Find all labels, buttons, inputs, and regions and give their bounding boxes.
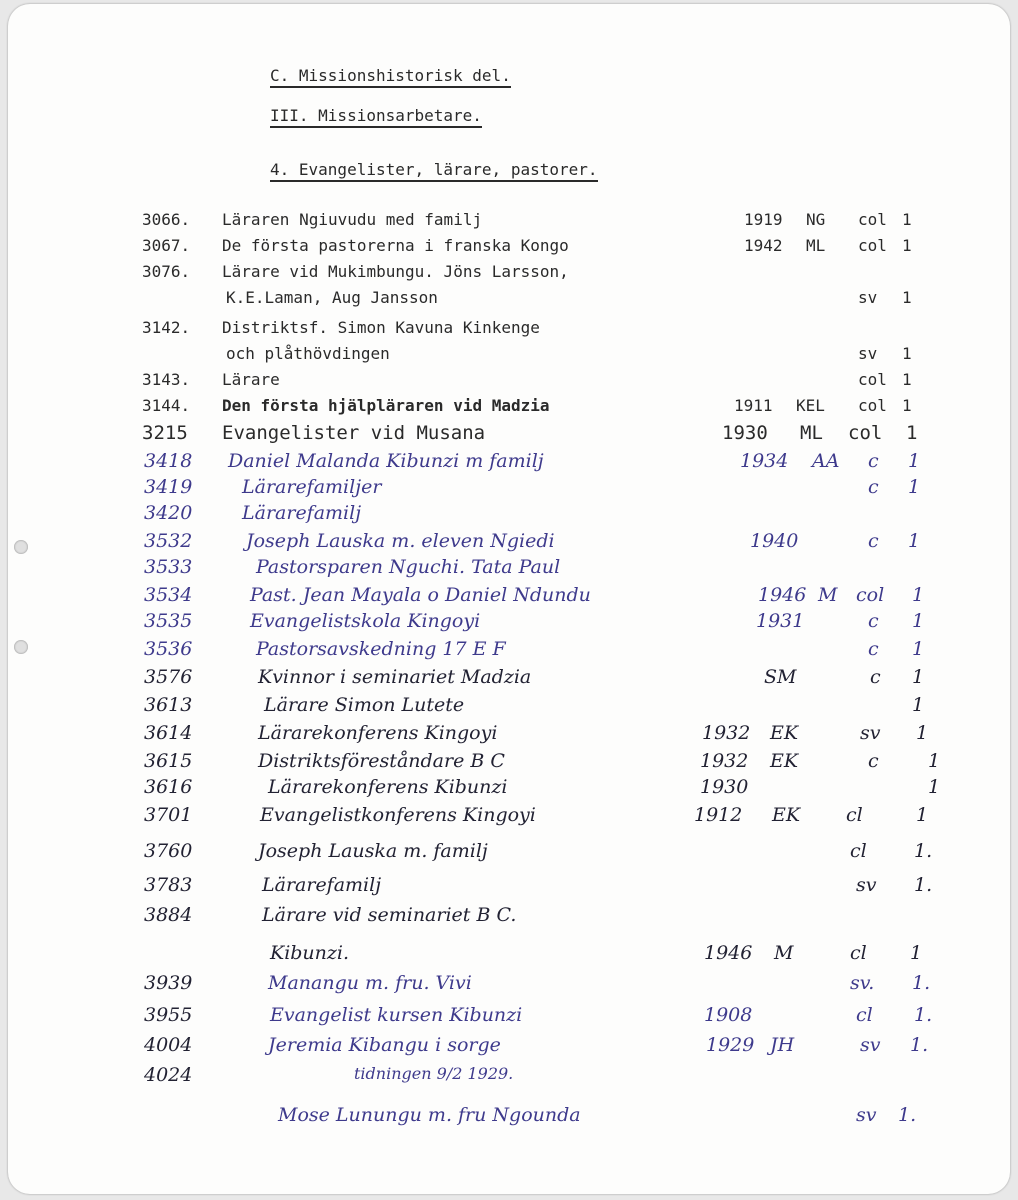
entry-number: 3215 <box>142 422 188 444</box>
entry-description: Evangelistskola Kingoyi <box>250 610 481 632</box>
entry-count: 1 <box>908 530 921 552</box>
typed-entry <box>0 262 1018 286</box>
entry-year: 1930 <box>700 776 749 798</box>
entry-number: 3533 <box>144 556 193 578</box>
handwritten-entry <box>0 666 1018 696</box>
entry-description: och plåthövdingen <box>226 344 390 363</box>
entry-count: 1. <box>912 972 931 994</box>
entry-description: Lärare vid Mukimbungu. Jöns Larsson, <box>222 262 569 281</box>
handwritten-entry <box>0 776 1018 806</box>
entry-count: 1 <box>902 288 912 307</box>
entry-description: tidningen 9/2 1929. <box>354 1064 514 1083</box>
typed-entry <box>0 210 1018 234</box>
entry-number: 3067. <box>142 236 191 255</box>
entry-type: col <box>848 422 883 444</box>
entry-year: 1932 <box>702 722 751 744</box>
entry-type: sv <box>858 344 878 363</box>
category-heading: 4. Evangelister, lärare, pastorer. <box>270 160 598 182</box>
entry-photographer: JH <box>770 1034 795 1056</box>
entry-type: col <box>856 584 885 606</box>
entry-description: Past. Jean Mayala o Daniel Ndundu <box>250 584 591 606</box>
entry-number: 3142. <box>142 318 191 337</box>
entry-type: sv <box>856 874 877 896</box>
entry-year: 1908 <box>704 1004 753 1026</box>
entry-photographer: M <box>818 584 838 606</box>
entry-year: 1929 <box>706 1034 755 1056</box>
entry-type: sv <box>858 288 878 307</box>
entry-description: Manangu m. fru. Vivi <box>268 972 472 994</box>
entry-number: 3783 <box>144 874 193 896</box>
entry-description: Lärare Simon Lutete <box>264 694 465 716</box>
entry-type: cl <box>850 942 867 964</box>
subsection-heading: III. Missionsarbetare. <box>270 106 482 128</box>
entry-type: sv <box>856 1104 877 1126</box>
entry-description: Lärarefamilj <box>262 874 382 896</box>
entry-year: 1912 <box>694 804 743 826</box>
entry-count: 1 <box>908 476 921 498</box>
typed-entry <box>0 396 1018 420</box>
handwritten-entry <box>0 840 1018 870</box>
entry-count: 1 <box>912 584 925 606</box>
entry-photographer: ML <box>806 236 826 255</box>
entry-photographer: M <box>774 942 794 964</box>
entry-description: Lärarekonferens Kingoyi <box>258 722 498 744</box>
handwritten-entry <box>0 722 1018 752</box>
entry-number: 3532 <box>144 530 193 552</box>
entry-year: 1931 <box>756 610 805 632</box>
entry-type: col <box>858 370 887 389</box>
handwritten-entry <box>0 972 1018 1002</box>
entry-photographer: KEL <box>796 396 825 415</box>
entry-number: 3418 <box>144 450 193 472</box>
entry-count: 1 <box>912 638 925 660</box>
entry-count: 1 <box>902 236 912 255</box>
entry-description: Kvinnor i seminariet Madzia <box>258 666 532 688</box>
entry-count: 1. <box>914 840 933 862</box>
handwritten-entry <box>0 904 1018 934</box>
handwritten-entry <box>0 1034 1018 1064</box>
entry-description: Joseph Lauska m. eleven Ngiedi <box>246 530 555 552</box>
entry-count: 1 <box>912 666 925 688</box>
entry-count: 1 <box>912 610 925 632</box>
entry-description: Lärare vid seminariet B C. <box>262 904 517 926</box>
entry-count: 1 <box>902 344 912 363</box>
entry-number: 4004 <box>144 1034 193 1056</box>
entry-year: 1942 <box>744 236 783 255</box>
entry-number: 3760 <box>144 840 193 862</box>
entry-description: Lärare <box>222 370 280 389</box>
entry-description: Lärarefamilj <box>242 502 362 524</box>
entry-description: Mose Lunungu m. fru Ngounda <box>278 1104 581 1126</box>
entry-description: Pastorsparen Nguchi. Tata Paul <box>256 556 561 578</box>
entry-number: 3955 <box>144 1004 193 1026</box>
entry-count: 1. <box>910 1034 929 1056</box>
entry-type: c <box>868 450 879 472</box>
entry-type: cl <box>856 1004 873 1026</box>
entry-type: col <box>858 210 887 229</box>
entry-count: 1. <box>898 1104 917 1126</box>
entry-description: Daniel Malanda Kibunzi m familj <box>228 450 544 472</box>
handwritten-entry <box>0 502 1018 532</box>
entry-count: 1. <box>914 874 933 896</box>
typed-entry <box>0 318 1018 342</box>
entry-number: 3614 <box>144 722 193 744</box>
entry-description: Distriktsföreståndare B C <box>258 750 505 772</box>
entry-type: c <box>868 530 879 552</box>
entry-count: 1 <box>928 776 941 798</box>
entry-year: 1919 <box>744 210 783 229</box>
entry-number: 3613 <box>144 694 193 716</box>
entry-description: Pastorsavskedning 17 E F <box>256 638 506 660</box>
entry-year: 1940 <box>750 530 799 552</box>
entry-count: 1 <box>908 450 921 472</box>
typed-entry <box>0 236 1018 260</box>
entry-number: 4024 <box>144 1064 193 1086</box>
entry-photographer: NG <box>806 210 826 229</box>
entry-number: 3144. <box>142 396 191 415</box>
entry-count: 1. <box>914 1004 933 1026</box>
entry-description: Evangelister vid Musana <box>222 422 486 444</box>
entry-number: 3143. <box>142 370 191 389</box>
handwritten-entry <box>0 874 1018 904</box>
entry-photographer: AA <box>812 450 840 472</box>
handwritten-entry <box>0 804 1018 834</box>
entry-number: 3616 <box>144 776 193 798</box>
handwritten-entry <box>0 1064 1018 1094</box>
entry-count: 1 <box>906 422 918 444</box>
entry-count: 1 <box>928 750 941 772</box>
entry-photographer: SM <box>764 666 797 688</box>
entry-type: c <box>868 476 879 498</box>
entry-count: 1 <box>902 210 912 229</box>
entry-number: 3419 <box>144 476 193 498</box>
entry-description: De första pastorerna i franska Kongo <box>222 236 569 255</box>
entry-type: c <box>870 666 881 688</box>
entry-number: 3939 <box>144 972 193 994</box>
entry-year: 1934 <box>740 450 789 472</box>
handwritten-entry-continuation <box>0 942 1018 972</box>
handwritten-entry <box>0 610 1018 640</box>
entry-type: c <box>868 638 879 660</box>
entry-type: sv <box>860 1034 881 1056</box>
entry-number: 3576 <box>144 666 193 688</box>
entry-photographer: EK <box>772 804 801 826</box>
entry-count: 1 <box>916 722 929 744</box>
entry-type: sv <box>860 722 881 744</box>
entry-number: 3884 <box>144 904 193 926</box>
entry-photographer: ML <box>800 422 823 444</box>
entry-description: Jeremia Kibangu i sorge <box>268 1034 501 1056</box>
entry-count: 1 <box>902 370 912 389</box>
entry-description: Distriktsf. Simon Kavuna Kinkenge <box>222 318 540 337</box>
entry-description: Kibunzi. <box>270 942 350 964</box>
entry-count: 1 <box>912 694 925 716</box>
entry-count: 1 <box>910 942 923 964</box>
typed-entry-continuation <box>0 288 1018 312</box>
entry-number: 3076. <box>142 262 191 281</box>
entry-number: 3534 <box>144 584 193 606</box>
entry-photographer: EK <box>770 722 799 744</box>
entry-year: 1946 <box>704 942 753 964</box>
entry-year: 1911 <box>734 396 773 415</box>
entry-number: 3615 <box>144 750 193 772</box>
entry-number: 3535 <box>144 610 193 632</box>
handwritten-entry <box>0 1004 1018 1034</box>
entry-type: cl <box>846 804 863 826</box>
handwritten-entry <box>0 694 1018 724</box>
section-heading: C. Missionshistorisk del. <box>270 66 511 88</box>
entry-year: 1932 <box>700 750 749 772</box>
entry-number: 3420 <box>144 502 193 524</box>
entry-year: 1946 <box>758 584 807 606</box>
handwritten-entry <box>0 556 1018 586</box>
entry-count: 1 <box>902 396 912 415</box>
typed-entry <box>0 422 1018 446</box>
entry-description: Läraren Ngiuvudu med familj <box>222 210 483 229</box>
entry-type: c <box>868 610 879 632</box>
entry-type: col <box>858 396 887 415</box>
entry-type: cl <box>850 840 867 862</box>
entry-number: 3701 <box>144 804 193 826</box>
entry-description: K.E.Laman, Aug Jansson <box>226 288 438 307</box>
entry-type: c <box>868 750 879 772</box>
typed-entry <box>0 370 1018 394</box>
entry-description: Lärarefamiljer <box>242 476 382 498</box>
handwritten-entry <box>0 638 1018 668</box>
entry-type: col <box>858 236 887 255</box>
entry-description: Den första hjälpläraren vid Madzia <box>222 396 550 415</box>
entry-number: 3066. <box>142 210 191 229</box>
handwritten-entry-continuation <box>0 1104 1018 1134</box>
entry-photographer: EK <box>770 750 799 772</box>
entry-type: sv. <box>850 972 875 994</box>
entry-description: Lärarekonferens Kibunzi <box>268 776 508 798</box>
entry-count: 1 <box>916 804 929 826</box>
entry-description: Evangelistkonferens Kingoyi <box>260 804 536 826</box>
typed-entry-continuation <box>0 344 1018 368</box>
entry-year: 1930 <box>722 422 768 444</box>
entry-number: 3536 <box>144 638 193 660</box>
entry-description: Joseph Lauska m. familj <box>258 840 488 862</box>
entry-description: Evangelist kursen Kibunzi <box>270 1004 523 1026</box>
